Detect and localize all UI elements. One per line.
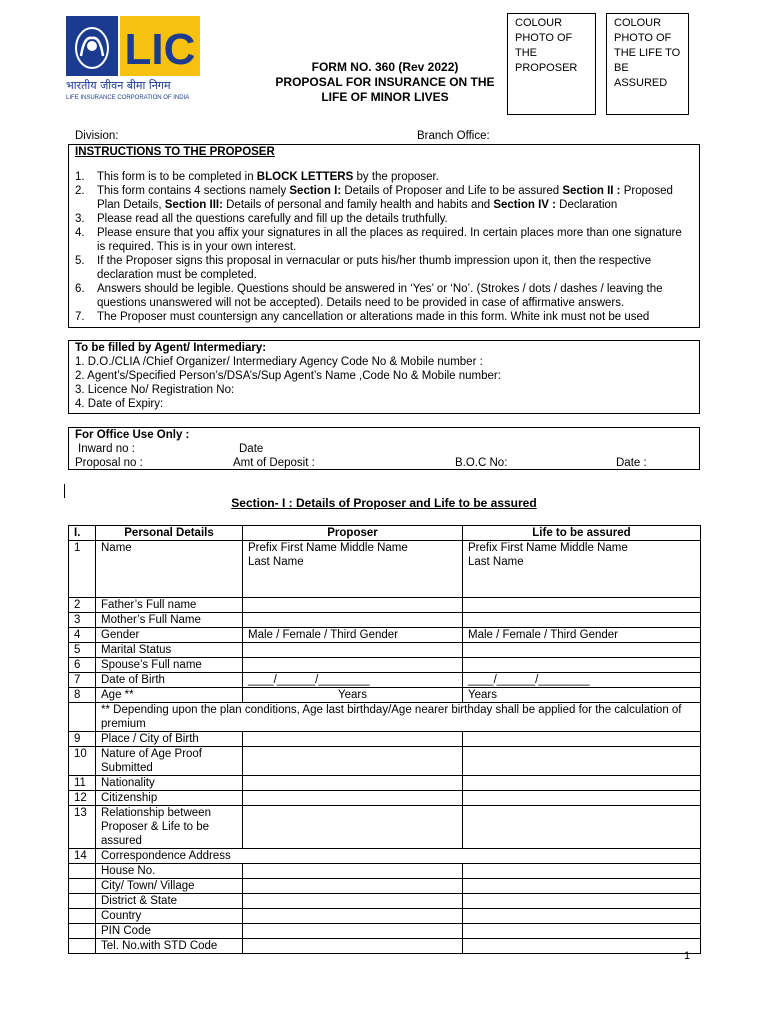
- agent-line[interactable]: 2. Agent’s/Specified Person’s/DSA’s/Sup Agent’s Name ,Code No & Mobile number:: [75, 370, 501, 382]
- table-row: House No.: [69, 864, 701, 879]
- life-assured-cell[interactable]: Years: [463, 688, 701, 703]
- life-assured-cell[interactable]: Male / Female / Third Gender: [463, 628, 701, 643]
- agent-box: [68, 340, 700, 414]
- table-row: 9 Place / City of Birth: [69, 732, 701, 747]
- table-row: PIN Code: [69, 924, 701, 939]
- page-number: 1: [684, 950, 691, 962]
- life-assured-cell[interactable]: [463, 747, 701, 776]
- proposer-cell[interactable]: [243, 643, 463, 658]
- photo-label: THE LIFE TO: [614, 47, 681, 59]
- table-row: 8 Age ** Years Years: [69, 688, 701, 703]
- proposer-cell[interactable]: [243, 791, 463, 806]
- column-header: Life to be assured: [463, 526, 701, 541]
- proposer-cell[interactable]: ____/______/________: [243, 673, 463, 688]
- proposer-cell[interactable]: [243, 939, 463, 954]
- proposer-cell[interactable]: Years: [243, 688, 463, 703]
- office-row: [75, 442, 693, 456]
- office-use-box: [68, 427, 700, 470]
- table-row: Tel. No.with STD Code: [69, 939, 701, 954]
- table-row: 7 Date of Birth ____/______/________ ____/______/________: [69, 673, 701, 688]
- proposer-cell[interactable]: [243, 658, 463, 673]
- photo-label: PHOTO OF: [515, 32, 573, 44]
- instructions-heading: INSTRUCTIONS TO THE PROPOSER: [75, 146, 275, 158]
- table-row: 2 Father’s Full name: [69, 598, 701, 613]
- photo-label: THE: [515, 47, 537, 59]
- division-field[interactable]: Division:: [75, 130, 119, 142]
- life-assured-cell[interactable]: [463, 658, 701, 673]
- agent-line[interactable]: 3. Licence No/ Registration No:: [75, 384, 235, 396]
- instruction-item: 4. Please ensure that you affix your signatures in all the places as required. In certain places more than one signature is required. This is in your own interest.: [75, 227, 682, 253]
- life-assured-cell[interactable]: [463, 598, 701, 613]
- life-assured-cell[interactable]: [463, 791, 701, 806]
- section-title: Section- I : Details of Proposer and Life to be assured: [231, 496, 537, 510]
- photo-label: BE: [614, 62, 629, 74]
- table-row: 13 Relationship between Proposer & Life to be assured: [69, 806, 701, 849]
- amount-deposit-field[interactable]: Amt of Deposit :: [233, 457, 315, 469]
- boc-no-field[interactable]: B.O.C No:: [455, 457, 508, 469]
- life-assured-cell[interactable]: [463, 776, 701, 791]
- table-header-row: [69, 526, 701, 541]
- logo-english-text: LIFE INSURANCE CORPORATION OF INDIA: [66, 95, 190, 101]
- table-row: Country: [69, 909, 701, 924]
- proposal-no-field[interactable]: Proposal no :: [75, 457, 143, 469]
- table-row: 11 Nationality: [69, 776, 701, 791]
- branch-office-field[interactable]: Branch Office:: [417, 130, 490, 142]
- instructions-list: [75, 170, 693, 324]
- table-row: 10 Nature of Age Proof Submitted: [69, 747, 701, 776]
- instructions-box: [68, 144, 700, 328]
- proposer-photo-box[interactable]: [507, 13, 596, 115]
- life-assured-cell[interactable]: [463, 864, 701, 879]
- proposer-cell[interactable]: [243, 613, 463, 628]
- personal-details-table: [68, 525, 701, 954]
- photo-label: COLOUR: [515, 17, 563, 29]
- table-row: City/ Town/ Village: [69, 879, 701, 894]
- life-assured-cell[interactable]: [463, 643, 701, 658]
- office-heading: For Office Use Only :: [75, 429, 190, 441]
- row-number: 1: [69, 541, 96, 598]
- photo-label: COLOUR: [614, 17, 662, 29]
- proposer-cell[interactable]: [243, 598, 463, 613]
- proposer-cell[interactable]: Male / Female / Third Gender: [243, 628, 463, 643]
- proposer-cell[interactable]: [243, 806, 463, 849]
- column-header: I.: [69, 526, 96, 541]
- life-assured-cell[interactable]: [463, 879, 701, 894]
- instruction-item: 1. This form is to be completed in BLOCK LETTERS by the proposer.: [75, 171, 439, 183]
- proposer-name-cell[interactable]: Prefix First Name Middle Name Last Name: [243, 541, 463, 598]
- column-header: Proposer: [243, 526, 463, 541]
- lic-emblem-icon: [64, 16, 204, 102]
- age-note: ** Depending upon the plan conditions, Age last birthday/Age nearer birthday shall be applied for the calculation of premium: [96, 703, 701, 732]
- life-assured-cell[interactable]: [463, 924, 701, 939]
- instruction-item: 2. This form contains 4 sections namely Section I: Details of Proposer and Life to be assured Section II : Proposed Plan Details, Section III: Details of personal and family health and habits and Section IV : Declaration: [75, 185, 673, 211]
- office-row: [75, 456, 693, 470]
- agent-line[interactable]: 4. Date of Expiry:: [75, 398, 164, 410]
- agent-line[interactable]: 1. D.O./CLIA /Chief Organizer/ Intermediary Agency Code No & Mobile number :: [75, 356, 483, 368]
- instruction-item: 5. If the Proposer signs this proposal in vernacular or puts his/her thumb impression upon it, then the respective declaration must be completed.: [75, 255, 652, 281]
- life-assured-cell[interactable]: [463, 939, 701, 954]
- proposer-cell[interactable]: [243, 732, 463, 747]
- proposer-cell[interactable]: [243, 894, 463, 909]
- table-row: 14 Correspondence Address: [69, 849, 701, 864]
- table-row: 5 Marital Status: [69, 643, 701, 658]
- proposer-cell[interactable]: [243, 864, 463, 879]
- life-assured-photo-box[interactable]: [606, 13, 689, 115]
- address-heading: Correspondence Address: [96, 849, 701, 864]
- instruction-item: 3. Please read all the questions carefully and fill up the details truthfully.: [75, 213, 448, 225]
- proposer-cell[interactable]: [243, 879, 463, 894]
- life-assured-cell[interactable]: [463, 806, 701, 849]
- agent-heading: To be filled by Agent/ Intermediary:: [75, 342, 267, 354]
- form-title-line1: PROPOSAL FOR INSURANCE ON THE: [275, 75, 495, 89]
- photo-label: PHOTO OF: [614, 32, 672, 44]
- date-field[interactable]: Date: [239, 443, 264, 455]
- logo-brand-text: LIC: [124, 25, 196, 74]
- life-assured-cell[interactable]: [463, 732, 701, 747]
- lic-logo: [64, 16, 204, 102]
- photo-label: ASSURED: [614, 77, 668, 89]
- life-assured-cell[interactable]: ____/______/________: [463, 673, 701, 688]
- proposer-cell[interactable]: [243, 909, 463, 924]
- life-assured-cell[interactable]: [463, 894, 701, 909]
- row-label: Name: [96, 541, 243, 598]
- table-row: District & State: [69, 894, 701, 909]
- logo-hindi-text: भारतीय जीवन बीमा निगम: [66, 79, 171, 92]
- proposer-cell[interactable]: [243, 924, 463, 939]
- table-row: 4 Gender Male / Female / Third Gender Male / Female / Third Gender: [69, 628, 701, 643]
- form-title-line2: LIFE OF MINOR LIVES: [321, 90, 449, 104]
- table-row: [69, 541, 701, 598]
- table-row: 6 Spouse’s Full name: [69, 658, 701, 673]
- proposer-cell[interactable]: [243, 747, 463, 776]
- column-header: Personal Details: [96, 526, 243, 541]
- table-row: [69, 703, 701, 732]
- instruction-item: 6. Answers should be legible. Questions should be answered in ‘Yes’ or ‘No’. (Strokes / dots / dashes / leaving the questions unanswered will not be accepted). Details need to be provided in case of affirmative answers.: [75, 283, 663, 309]
- table-row: 12 Citizenship: [69, 791, 701, 806]
- table-row: 3 Mother’s Full Name: [69, 613, 701, 628]
- inward-no-field[interactable]: Inward no :: [78, 443, 135, 455]
- form-number: FORM NO. 360 (Rev 2022): [311, 60, 459, 74]
- form-title: [240, 60, 530, 105]
- life-assured-name-cell[interactable]: Prefix First Name Middle Name Last Name: [463, 541, 701, 598]
- photo-label: PROPOSER: [515, 62, 578, 74]
- life-assured-cell[interactable]: [463, 613, 701, 628]
- proposer-cell[interactable]: [243, 776, 463, 791]
- instruction-item: 7. The Proposer must countersign any cancellation or alterations made in this form. White ink must not be used: [75, 311, 650, 323]
- date-field[interactable]: Date :: [616, 457, 647, 469]
- life-assured-cell[interactable]: [463, 909, 701, 924]
